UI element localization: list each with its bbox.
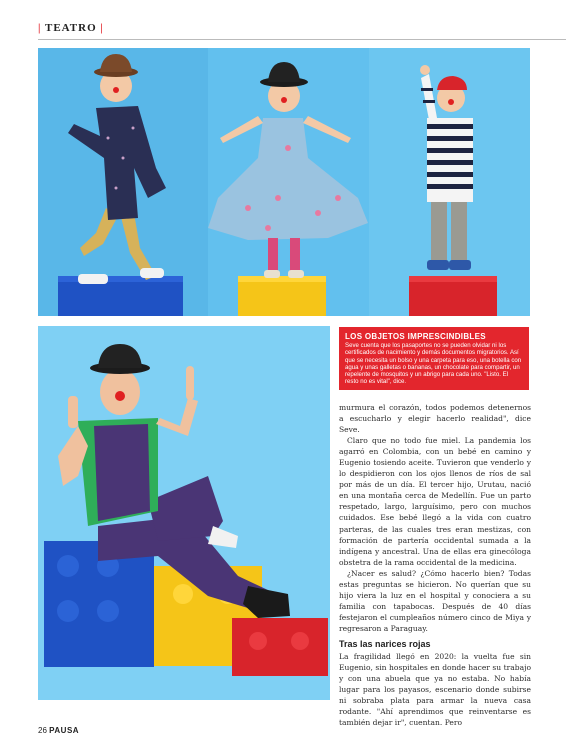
article-paragraph-1: murmura el corazón, todos podemos detenernos a escucharlo y elegir hacerlo realidad", dice Seve.	[339, 403, 531, 435]
article-subhead: Tras las narices rojas	[339, 638, 431, 649]
magazine-brand: PAUSA	[49, 726, 80, 735]
section-label: | TEATRO |	[38, 22, 104, 34]
article-paragraph-4: La fragilidad llegó en 2020: la vuelta fue sin Eugenio, sin hospitales en donde hacer su trabajo y con una abuela que ya no estaba. No había lugar para los payasos, escenario donde subirse ni sobraba plata para armar la nueva casa rodante. "Ahí aprendimos que reinventarse es también dejar ir", cuentan. Pero	[339, 652, 531, 728]
page-number: 26	[38, 726, 47, 735]
photo-boy-striped-red-block	[369, 48, 530, 316]
photo-girl-dress-yellow-block	[208, 48, 369, 316]
sidebar-text: Seve cuenta que los pasaportes no se pueden olvidar ni los certificados de nacimiento y demás documentos migratorios. Así que se necesita un bolso y una carpeta para eso, una botella con agua y unas galletas o bananas, un chocolate para compartir, un repelente de mosquitos y un abrigo para cada uno. "Listo. El resto no es vital", dice.	[345, 342, 522, 386]
article-body	[339, 402, 531, 728]
header-rule	[38, 39, 566, 40]
page-header	[38, 22, 566, 44]
article-paragraph-2: Claro que no todo fue miel. La pandemia los agarró en Colombia, con un bebé en camino y Eugenio tosiendo aceite. Tuvieron que venderlo y lo despidieron con los ojos llenos de ríos de sal por más de un día. El tercer hijo, Urutau, nació en una montaña cerca de Medellín. Fue un parto respetado, largo, larguísimo, pero con muchos cuidados. Ese bebé llegó a la vida con cuatro parteras, de las cuales tres eran mestizas, con formación de partería occidental sumada a la indígena y ancestral. Una de ellas era ginecóloga obstetra de la rama occidental de la medicina.	[339, 436, 531, 567]
section-name: TEATRO	[45, 22, 97, 34]
photo-girl-bowler-blue-block	[38, 48, 208, 316]
article-paragraph-3: ¿Nacer es salud? ¿Cómo hacerlo bien? Todas estas preguntas se hicieron. No querían que su hijo viera la luz en el hospital y conociera a su familia con tapabocas. Después de 40 días festejaron el cumpleaños número cinco de Miya y regresaron a Paraguay.	[339, 568, 531, 633]
photo-clown-on-blocks	[38, 326, 330, 700]
sidebar-title: LOS OBJETOS IMPRESCINDIBLES	[345, 332, 486, 341]
sidebar-box	[339, 327, 529, 390]
page-footer	[38, 726, 79, 735]
